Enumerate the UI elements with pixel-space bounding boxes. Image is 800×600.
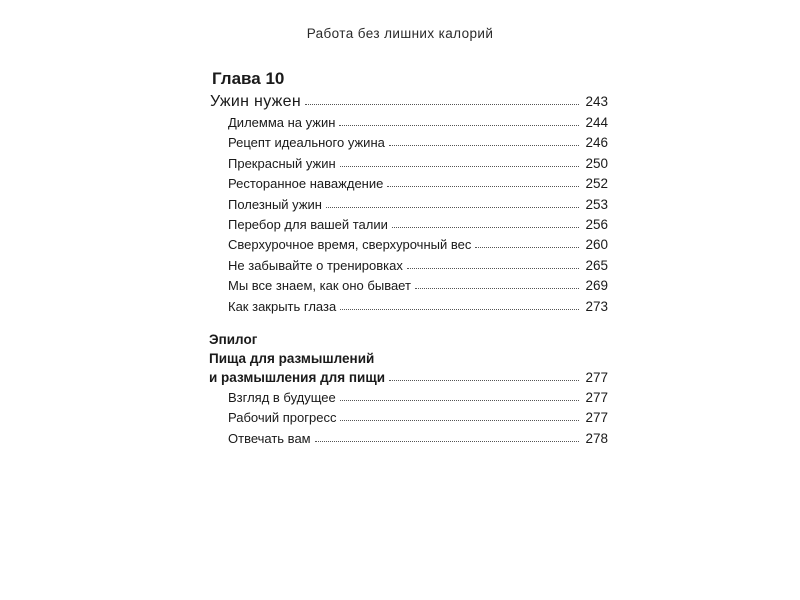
dot-leader	[340, 420, 579, 421]
page-number: 277	[585, 389, 608, 405]
epilog-title-entry	[209, 368, 608, 388]
dot-leader	[305, 104, 579, 105]
toc-entry	[208, 388, 608, 408]
page-number: 253	[585, 196, 608, 212]
toc-entry	[208, 297, 608, 317]
epilog-title-line2: и размышления для пищи	[209, 369, 386, 385]
toc-entry	[208, 174, 608, 194]
toc-entry	[208, 429, 608, 449]
page-number: 269	[585, 278, 608, 294]
page-number: 252	[585, 176, 608, 192]
entry-title: Мы все знаем, как оно бывает	[228, 278, 411, 294]
page-number: 243	[585, 94, 608, 109]
dot-leader	[387, 186, 579, 187]
toc-entry	[208, 408, 608, 428]
dot-leader	[340, 309, 579, 310]
dot-leader	[389, 380, 579, 381]
dot-leader	[389, 145, 579, 146]
chapter-title-entry	[210, 90, 608, 113]
entry-title: Дилемма на ужин	[228, 115, 336, 130]
dot-leader	[392, 227, 579, 228]
page-number: 250	[585, 155, 608, 171]
toc-entry	[208, 276, 608, 296]
page-number: 244	[585, 115, 608, 130]
entry-title: Прекрасный ужин	[228, 155, 336, 171]
toc-entry	[208, 133, 608, 153]
epilog-title-line1: Пища для размышлений	[209, 350, 375, 366]
dot-leader	[340, 400, 579, 401]
entry-title: Полезный ужин	[228, 196, 322, 212]
table-of-contents	[208, 68, 608, 449]
dot-leader	[475, 247, 579, 248]
entry-title: Сверхурочное время, сверхурочный вес	[228, 237, 472, 253]
chapter-label: Глава 10	[212, 69, 285, 88]
dot-leader	[340, 166, 579, 167]
entry-title: Не забывайте о тренировках	[228, 257, 403, 273]
page-number: 256	[585, 216, 608, 232]
dot-leader	[407, 268, 579, 269]
page-number: 265	[585, 257, 608, 273]
entry-title: Отвечать вам	[228, 430, 311, 446]
running-head: Работа без лишних калорий	[306, 26, 494, 41]
page-number: 246	[585, 135, 608, 151]
toc-entry	[208, 256, 608, 276]
page-number: 277	[585, 369, 608, 385]
entry-title: Рабочий прогресс	[228, 410, 337, 426]
page-number: 278	[585, 430, 608, 446]
dot-leader	[315, 441, 579, 442]
epilog-label: Эпилог	[209, 331, 258, 347]
toc-entry	[208, 154, 608, 174]
dot-leader	[326, 207, 579, 208]
toc-entry	[208, 113, 608, 133]
entry-title: Рецепт идеального ужина	[228, 135, 385, 151]
toc-entry	[208, 195, 608, 215]
entry-title: Как закрыть глаза	[228, 298, 337, 314]
dot-leader	[415, 288, 579, 289]
page-number: 277	[585, 410, 608, 426]
toc-entry	[208, 215, 608, 235]
entry-title: Ресторанное наваждение	[228, 176, 384, 192]
entry-title: Перебор для вашей талии	[228, 216, 388, 232]
chapter-title: Ужин нужен	[210, 93, 302, 110]
toc-entry	[208, 235, 608, 255]
dot-leader	[339, 125, 579, 126]
page-number: 273	[585, 298, 608, 314]
page-number: 260	[585, 237, 608, 253]
entry-title: Взгляд в будущее	[228, 389, 336, 405]
